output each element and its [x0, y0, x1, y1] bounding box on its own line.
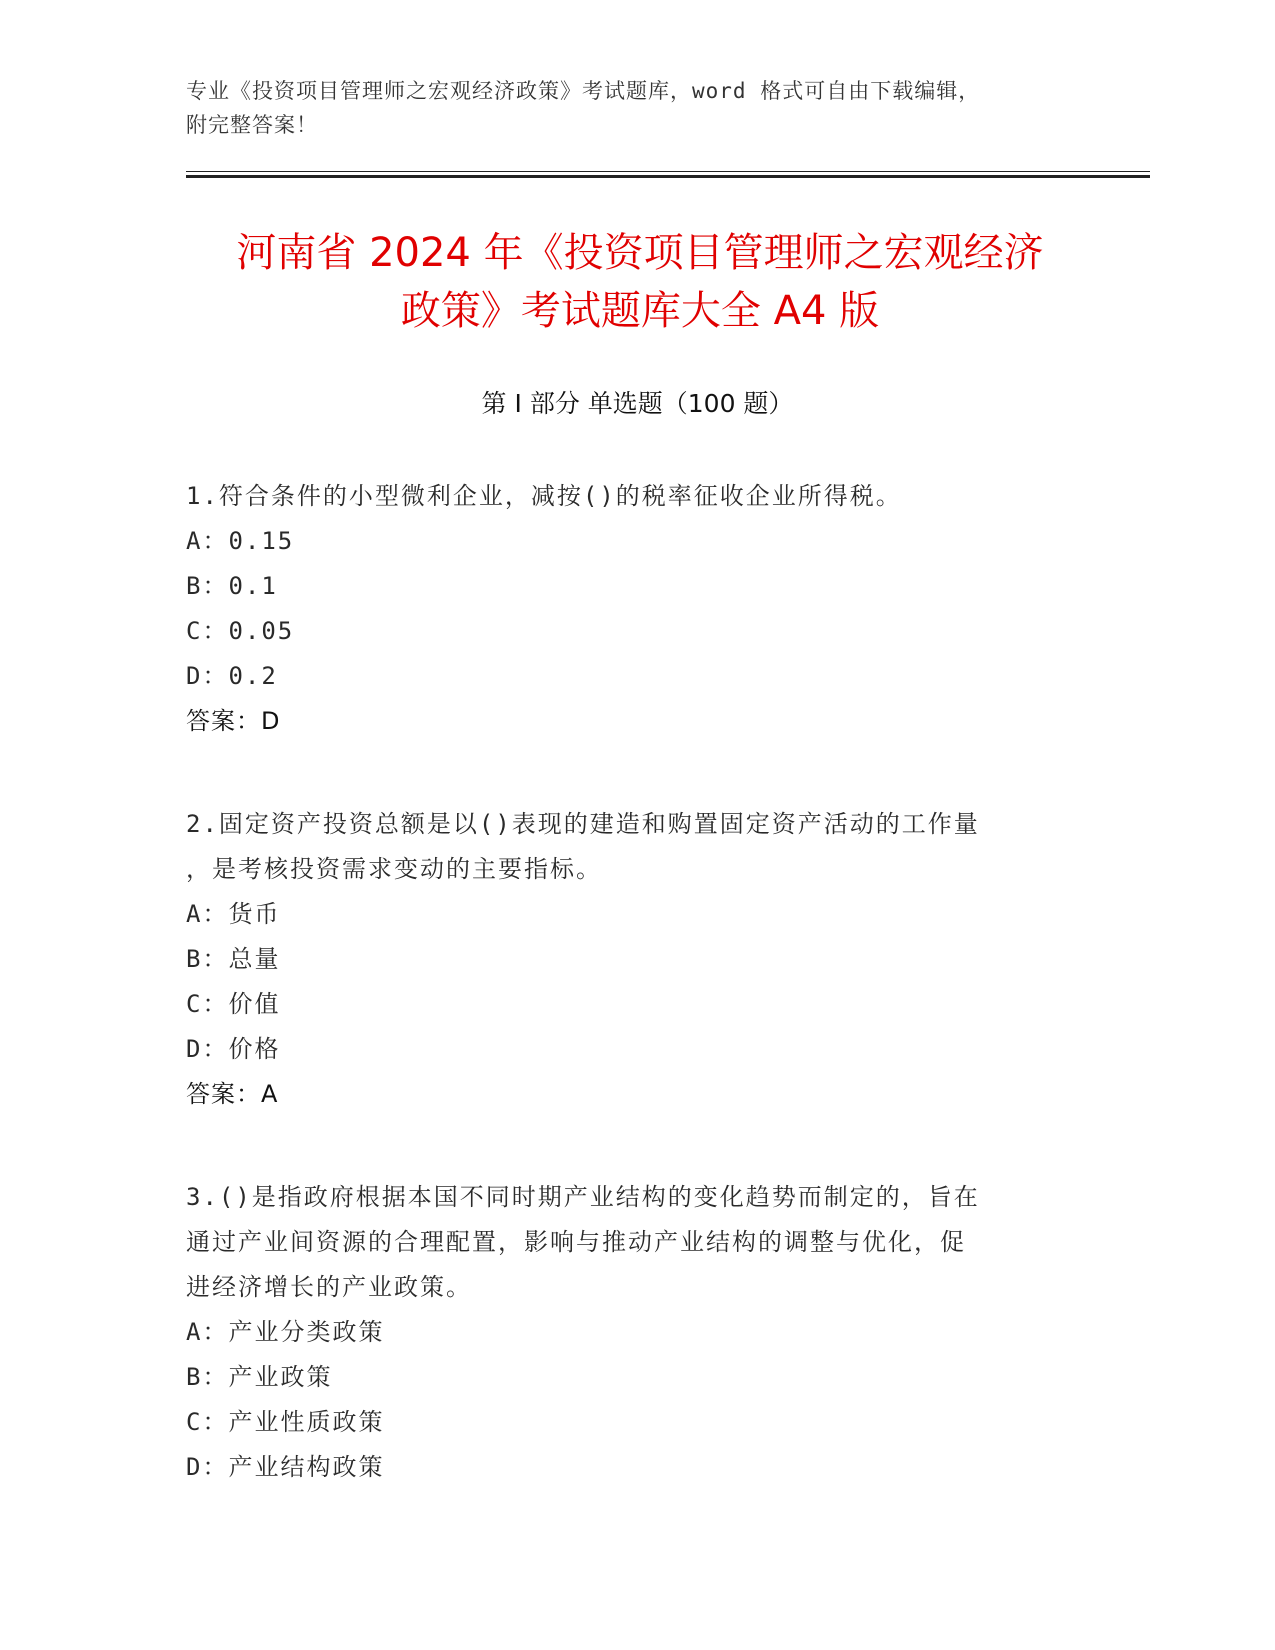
section-heading: 第 I 部分 单选题（100 题）: [481, 389, 794, 418]
option-d: D：0.2: [186, 662, 278, 690]
question-2: [186, 802, 1066, 1117]
option-a: A：产业分类政策: [186, 1318, 385, 1346]
question-1: [186, 474, 1066, 744]
header-note-line-1: 专业《投资项目管理师之宏观经济政策》考试题库，word 格式可自由下载编辑，: [186, 79, 981, 103]
option-b: B：产业政策: [186, 1363, 333, 1391]
option-c: C：价值: [186, 990, 281, 1018]
header-note: [186, 74, 1066, 142]
document-title-line-2: 政策》考试题库大全 A4 版: [400, 288, 880, 334]
option-b: B：0.1: [186, 572, 278, 600]
option-b: B：总量: [186, 945, 281, 973]
option-a: A：货币: [186, 900, 281, 928]
question-list: [186, 474, 1066, 1548]
option-c: C：产业性质政策: [186, 1408, 385, 1436]
question-text: 3.()是指政府根据本国不同时期产业结构的变化趋势而制定的，旨在: [186, 1183, 980, 1211]
document-title: [160, 224, 1120, 340]
document-title-line-1: 河南省 2024 年《投资项目管理师之宏观经济: [236, 230, 1044, 276]
header-rule-thick: [186, 175, 1150, 178]
answer: 答案：A: [186, 1080, 279, 1108]
option-d: D：产业结构政策: [186, 1453, 385, 1481]
option-a: A：0.15: [186, 527, 295, 555]
header-rule-thin: [186, 171, 1150, 172]
question-text: 2.固定资产投资总额是以()表现的建造和购置固定资产活动的工作量: [186, 810, 980, 838]
answer: 答案：D: [186, 707, 281, 735]
question-text: ，是考核投资需求变动的主要指标。: [186, 855, 602, 883]
question-text: 通过产业间资源的合理配置，影响与推动产业结构的调整与优化，促: [186, 1228, 966, 1256]
question-text: 进经济增长的产业政策。: [186, 1273, 472, 1301]
option-d: D：价格: [186, 1035, 281, 1063]
question-text: 1.符合条件的小型微利企业，减按()的税率征收企业所得税。: [186, 482, 902, 510]
header-note-line-2: 附完整答案！: [186, 113, 318, 137]
question-3: [186, 1175, 1066, 1490]
option-c: C：0.05: [186, 617, 295, 645]
